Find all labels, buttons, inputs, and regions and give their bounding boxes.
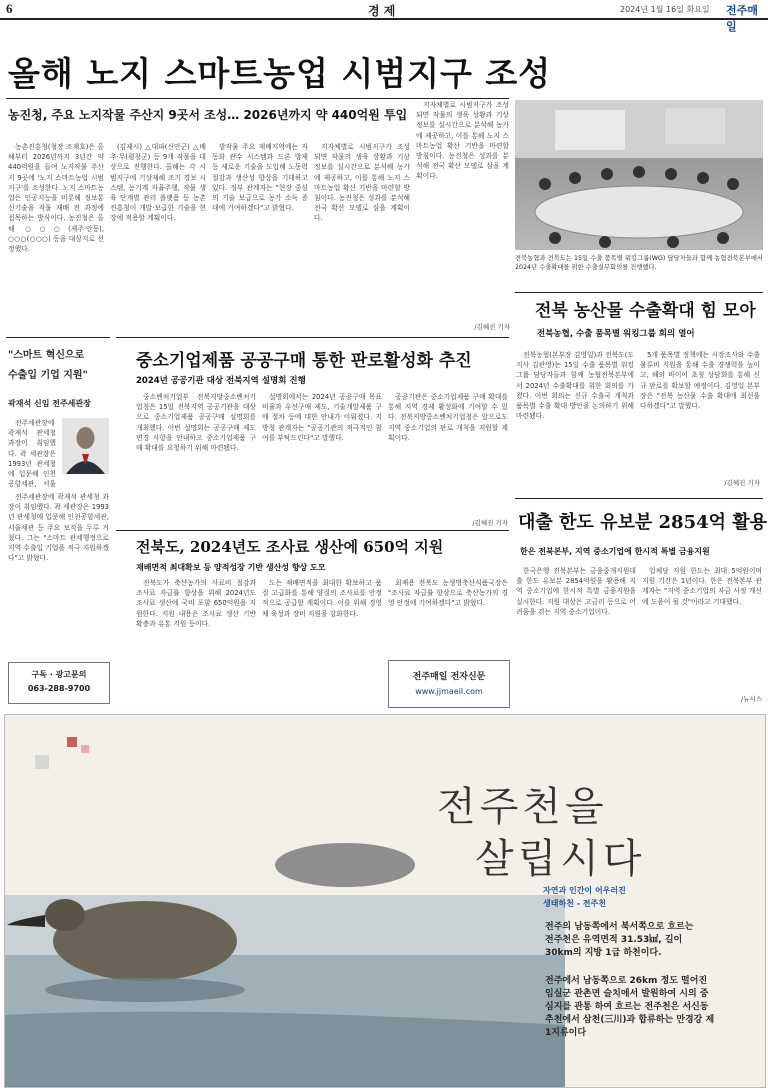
ad-paragraph2: 전주에서 남동쪽으로 26km 정도 떨어진 임실군 관촌면 슬치에서 발원하여 시의 중심지를 관통 하여 흐르는 전주천은 서신동 추천에서 삼천(三川)과 합류하는 만경강 제1지류이다 xyxy=(545,976,715,1038)
ad-title-line1: 전주천을 xyxy=(437,784,608,830)
right1-headline: 전북 농산물 수출확대 힘 모아 xyxy=(535,301,756,321)
sme-col1: 중소벤처기업부 전북지방중소벤처기업청은 15일 전북지역 공공기관을 대상으로 중소기업제품 공공구매 설명회를 개최했다. 이번 설명회는 공공구매 제도 변경 사항을 안내하고 중소기업제품 구매 확대를 요청하기 위해 마련됐다. xyxy=(136,393,256,453)
section-name: 경 제 xyxy=(368,4,396,18)
subscribe-box xyxy=(8,662,110,704)
right1-col1: 전북농협(본부장 김영일)과 전북도(도지사 김관영)는 15일 수출 품목별 워킹그룹 담당자들과 함께 농협전북본부에서 2024년 수출확대를 위한 회의를 가졌다. 이번 회의는 신규 수출국 개척과 품목별 수출 확대 방안을 논의하기 위해 마련됐다. xyxy=(516,351,634,421)
loan-subhead: 한은 전북본부, 지역 중소기업에 한시적 특별 금융지원 xyxy=(520,547,710,556)
interview-col-long: 전주세관장에 곽재석 관세청 과장이 취임했다. 곽 세관장은 1993년 관세청에 입문해 인천공항세관, 서울세관 등 주요 보직을 두루 거쳤다. 그는 "스마트 관세행정으로 지역 수출입 기업을 적극 지원하겠다"고 밝혔다. xyxy=(8,493,109,563)
sme-col3: 공공기관은 중소기업제품 구매 확대를 통해 지역 경제 활성화에 기여할 수 있다. 전북지방중소벤처기업청은 앞으로도 지역 중소기업의 판로 개척을 지원할 계획이다. xyxy=(388,393,508,442)
loan-byline: /뉴시스 xyxy=(740,695,762,703)
subscribe-label: 구독 · 광고문의 xyxy=(31,670,87,679)
rice-subhead: 재배면적 최대확보 등 양적성장 기반 생산성 향상 도모 xyxy=(136,563,326,572)
ad-paragraph1: 전주의 남동쪽에서 북서쪽으로 흐르는 전주천은 유역면적 31.53㎢, 길이 30km의 지방 1급 하천이다. xyxy=(545,922,694,958)
main-col3: 밭작물 주요 재배지역에는 자동화 관수 시스템과 드론 방제 등 새로운 기술을 도입해 노동력 절감과 생산성 향상을 기대하고 있다. 정부 관계자는 "현장 중심의 기술 보급으로 농가 소득 증대에 기여하겠다"고 밝혔다. xyxy=(212,143,308,213)
rice-col3: 최재용 전북도 농생명축산식품국장은 "조사료 자급률 향상으로 축산농가의 경영 안정에 기여하겠다"고 밝혔다. xyxy=(388,579,508,608)
ad-title-line2: 살립시다 xyxy=(475,836,646,882)
loan-rule xyxy=(515,498,763,499)
loan-headline: 대출 한도 유보분 2854억 활용 xyxy=(518,512,768,533)
right1-col2: 5개 품목별 정책에는 시장조사와 수출 물류비 지원을 통해 수출 경쟁력을 높이고, 해외 바이어 초청 상담회를 통해 신규 판로를 확보할 예정이다. 김영일 본부장은 "전북 농산물 수출 확대에 최선을 다하겠다"고 말했다. xyxy=(640,351,760,411)
interview-quote-line2: 수출입 기업 지원" xyxy=(8,370,88,381)
ad-tagline-line1: 자연과 인간이 어우러진 xyxy=(543,886,626,895)
sme-subhead: 2024년 공공기관 대상 전북지역 설명회 진행 xyxy=(136,376,306,386)
rice-col1: 전북도가 축산농가의 사료비 절감과 조사료 자급률 향상을 위해 2024년도 조사료 생산에 국비 포함 650억원을 지원한다. 지원 내용은 조사료 생산 기반 확충과 유통 지원 등이다. xyxy=(136,579,256,628)
sme-rule xyxy=(116,337,509,338)
meeting-photo xyxy=(515,100,763,250)
right1-subhead: 전북농협, 수출 품목별 워킹그룹 회의 열어 xyxy=(537,329,695,339)
rice-headline: 전북도, 2024년도 조사료 생산에 650억 지원 xyxy=(136,538,444,556)
page-number: 6 xyxy=(6,1,13,16)
interview-rule xyxy=(6,337,110,338)
issue-date: 2024년 1월 16일 화요일 xyxy=(620,5,710,14)
loan-col1: 한국은행 전북본부는 금융중개지원대출 한도 유보분 2854억원을 활용해 지역 중소기업에 한시적 특별 금융지원을 실시한다. 지원 대상은 고금리 등으로 어려움을 겪는 지역 중소기업이다. xyxy=(516,567,636,616)
main-subhead: 농진청, 주요 노지작물 주산지 9곳서 조성… 2026년까지 약 440억원 투입 xyxy=(8,108,408,122)
rice-col2: 도는 재배면적을 최대한 확보하고 품질 고급화를 통해 양질의 조사료를 안정적으로 공급할 계획이다. 이를 위해 경영체 육성과 장비 지원을 강화한다. xyxy=(262,579,382,618)
page-header xyxy=(0,0,768,33)
epaper-label: 전주매일 전자신문 xyxy=(412,672,486,682)
sme-byline: /김혜진 기자 xyxy=(472,519,508,527)
epaper-url[interactable]: www.jjmaeil.com xyxy=(415,687,483,696)
main-byline: /김혜진 기자 xyxy=(474,323,510,331)
main-col1: 농촌진흥청(청장 조재호)은 올해부터 2026년까지 3년간 약 440억원을 들여 노지작물 주산지 9곳에 '노지 스마트농업 시범지구'를 조성한다. 노지 스마트농업은 인공지능을 비롯해 정보통신기술을 작물 재배 전 과정에 접목하는 방식이다. 농진청은 올해 ○○○(제주·안동), ○○○(○○○) 등을 대상지로 선정했다. xyxy=(8,143,104,254)
header-rule xyxy=(0,18,768,20)
right1-byline: /김혜진 기자 xyxy=(724,479,760,487)
interview-portrait xyxy=(62,418,109,474)
meeting-photo-caption: 전북농협과 전북도는 15일 수출 품목별 워킹그룹(WG) 담당자들과 함께 농협전북본부에서 2024년 수출확대를 위한 수출실무회의를 진행했다. xyxy=(515,255,763,271)
interview-col-short: 전주세관장에 곽재석 관세청 과장이 취임했다. 곽 세관장은 1993년 관세청에 입문해 인천공항세관, 서울 xyxy=(8,419,56,489)
right1-rule xyxy=(515,292,763,293)
epaper-box[interactable] xyxy=(388,660,510,708)
sme-col2: 설명회에서는 2024년 공공구매 목표 비율과 우선구매 제도, 기술개발제품 구매 절차 등에 대한 안내가 이뤄졌다. 지방청 관계자는 "공공기관의 적극적인 참여를 부탁드린다"고 말했다. xyxy=(262,393,382,442)
rice-rule xyxy=(116,530,509,531)
ad-tagline-line2: 생태하천 - 전주천 xyxy=(543,899,606,908)
paper-name: 전주매일 xyxy=(726,4,758,33)
jeonjucheon-ad xyxy=(4,714,766,1088)
main-col4: 지자체별로 시범지구가 조성되면 작물의 생육 상황과 기상 정보를 실시간으로 분석해 농가에 제공하고, 이를 통해 노지 스마트농업 확산 기반을 마련할 방침이다. 농진청은 성과를 분석해 전국 확산 모델로 삼을 계획이다. xyxy=(314,143,410,223)
main-col5: 지자체별로 시범지구가 조성되면 작물의 생육 상황과 기상 정보를 실시간으로 분석해 농가에 제공하고, 이를 통해 노지 스마트농업 확산 기반을 마련할 방침이다. 농진청은 성과를 분석해 전국 확산 모델로 삼을 계획이다. xyxy=(416,101,509,181)
interview-quote-line1: "스마트 혁신으로 xyxy=(8,350,85,361)
main-headline: 올해 노지 스마트농업 시범지구 조성 xyxy=(8,54,552,93)
main-col2: (김제시) △대파(신안군) △배추·무(평창군) 등 9개 작물을 대상으로 진행한다. 올해는 각 시범지구에 기상재해 조기 경보 시스템, 농기계 자율주행, 작물 생육 단계별 관리 플랫폼 등 농촌진흥청이 개발·보급한 기술을 현장에 적용할 계획이다. xyxy=(110,143,206,223)
main-rule xyxy=(6,98,509,99)
loan-col2: 업체당 지원 한도는 최대 5억원이며 지원 기간은 1년이다. 한은 전북본부 관계자는 "지역 중소기업의 자금 사정 개선에 도움이 될 것"이라고 기대했다. xyxy=(642,567,762,606)
interview-name: 곽재석 신임 전주세관장 xyxy=(8,399,91,408)
subscribe-phone: 063-288-9700 xyxy=(27,684,91,693)
sme-headline: 중소기업제품 공공구매 통한 판로활성화 추진 xyxy=(136,351,472,371)
person-portrait-icon xyxy=(62,418,109,474)
meeting-photo-illustration xyxy=(515,100,763,250)
